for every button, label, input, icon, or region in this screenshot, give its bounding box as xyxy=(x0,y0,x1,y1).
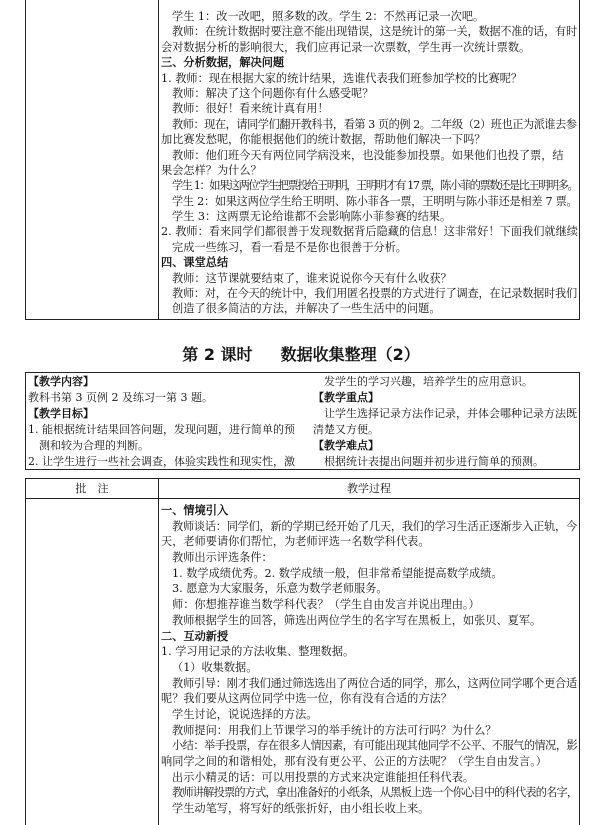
process-line: 1. 数学成绩优秀。2. 数学成绩一般，但非常希望能提高数学成绩。 xyxy=(172,566,503,580)
process-line: 会对数据分析的影响很大，我们应再记录一次票数，学生再一次统计票数。 xyxy=(161,40,531,54)
teaching-process-column xyxy=(161,9,578,317)
process-line: 教师：现在，请同学们翻开教科书，看第 3 页的例 2。二年级（2）班也正为派谁去参 xyxy=(172,117,577,131)
process-line: 教师提问：用我们上节课学习的举手统计的方法可行吗？为什么？ xyxy=(172,723,497,737)
process-line: （1）收集数据。 xyxy=(172,660,258,674)
continued-lesson-table xyxy=(25,0,580,320)
annotation-column xyxy=(26,0,159,319)
process-line: 教师：在统计数据时要注意不能出现错误，这是统计的第一关，数据不准的话，有时 xyxy=(172,25,577,39)
process-line: 天，老师要请你们帮忙，为老师评选一名数学科代表。 xyxy=(161,535,430,549)
process-line: 学生讨论，说说选择的方法。 xyxy=(172,707,318,721)
lesson-number: 第 2 课时 xyxy=(182,345,253,364)
process-line: 学生 1：如果这两位学生把票投给王明明，王明明才有 17 票，陈小菲的票数还是比王明明多。 xyxy=(172,179,578,193)
info-line: 根据统计表提出问题并初步进行简单的预测。 xyxy=(324,455,544,468)
info-line: 教科书第 3 页例 2 及练习一第 3 题。 xyxy=(28,391,213,404)
process-line: 1. 学习用记录的方法收集、整理数据。 xyxy=(161,645,355,659)
process-line: 出示小精灵的话：可以用投票的方式来决定谁能担任科代表。 xyxy=(172,770,475,784)
process-line: 教师根据学生的回答，筛选出两位学生的名字写在黑板上，如张贝、夏军。 xyxy=(172,613,542,627)
process-line: 师：你想推荐谁当数学科代表？（学生自由发言并说出理由。） xyxy=(172,598,480,612)
section-heading: 三、分析数据，解决问题 xyxy=(161,56,285,70)
table-header-row xyxy=(26,479,579,499)
info-heading-difficulties: 【教学难点】 xyxy=(313,439,379,452)
process-line: 创造了很多简洁的方法，并解决了一些生活中的问题。 xyxy=(172,302,441,316)
annotation-column xyxy=(26,479,159,825)
info-heading-content: 【教学内容】 xyxy=(28,375,94,388)
process-line: 学生 1：改一改吧，照多数的改。学生 2：不然再记录一次吧。 xyxy=(172,10,485,23)
process-line: 小结：举手投票，存在很多人情因素，有可能出现其他同学不公平、不服气的情况，影 xyxy=(172,739,578,753)
process-line: 加比赛发愁呢，你能根据他们的统计数据，帮助他们解决一下吗？ xyxy=(161,133,486,147)
info-line: 让学生选择记录方法作记录，并体会哪种记录方法既 xyxy=(324,407,577,420)
process-line: 教师出示评选条件： xyxy=(172,551,273,565)
process-line: 教师引导：刚才我们通过筛选选出了两位合适的同学，那么，这两位同学哪个更合适 xyxy=(172,676,577,690)
process-line: 学生动笔写，将写好的纸张折好，由小组长收上来。 xyxy=(172,802,430,816)
info-line: 发学生的学习兴趣，培养学生的应用意识。 xyxy=(324,375,533,388)
lesson-title xyxy=(0,344,602,366)
process-line: 1. 教师：现在根据大家的统计结果，选谁代表我们班参加学校的比赛呢？ xyxy=(161,71,523,85)
info-line: 清楚又方便。 xyxy=(313,423,379,436)
process-line: 学生 2：如果这两位学生给王明明、陈小菲各一票，王明明与陈小菲还是相差 7 票。 xyxy=(172,194,578,208)
info-heading-objectives: 【教学目标】 xyxy=(28,407,94,420)
lesson-info-box xyxy=(25,372,580,470)
process-line: 教师：他们班今天有两位同学病没来，也没能参加投票。如果他们也投了票，结 xyxy=(172,148,564,162)
process-line: 响同学之间的和谐相处，那有没有更公平、公正的方法呢？（学生自由发言。） xyxy=(161,755,547,768)
process-line: 呢？我们要从这两位同学中选一位，你有没有合适的方法？ xyxy=(161,692,452,706)
info-heading-key-points: 【教学重点】 xyxy=(313,391,379,404)
info-line: 2. 让学生进行一些社会调查，体验实践性和现实性，激 xyxy=(28,455,295,468)
process-line: 教师讲解投票的方式，拿出准备好的小纸条，从黑板上选一个你心目中的科代表的名字， xyxy=(172,786,578,800)
section-heading: 一、情境引入 xyxy=(161,504,229,517)
process-line: 教师：很好！看来统计真有用！ xyxy=(172,102,329,116)
table-header-process: 教学过程 xyxy=(347,482,391,495)
section-heading: 二、互动新授 xyxy=(161,629,229,643)
process-line: 2. 教师：看来同学们都很善于发现数据背后隐藏的信息！这非常好！下面我们就继续 xyxy=(161,225,578,239)
process-line: 教师：对，在今天的统计中，我们用匿名投票的方式进行了调查，在记录数据时我们 xyxy=(172,287,577,301)
process-line: 学生 3：这两票无论给谁都不会影响陈小菲参赛的结果。 xyxy=(172,210,452,224)
process-line: 完成一些练习，看一看是不是你也很善于分析。 xyxy=(172,240,407,254)
teaching-process-column xyxy=(161,503,578,817)
info-column-right xyxy=(313,374,578,470)
info-column-left xyxy=(28,374,308,470)
process-line: 教师：这节课就要结束了，谁来说说你今天有什么收获？ xyxy=(172,271,452,285)
process-line: 果会怎样？为什么？ xyxy=(161,163,262,177)
process-line: 教师：解决了这个问题你有什么感受呢？ xyxy=(172,86,374,100)
teaching-process-table xyxy=(25,478,580,825)
info-line: 1. 能根据统计结果回答问题，发现问题，进行简单的预 xyxy=(28,423,295,436)
process-line: 教师谈话：同学们，新的学期已经开始了几天，我们的学习生活正逐渐步入正轨，今 xyxy=(172,519,577,533)
process-line: 3. 愿意为大家服务，乐意为数学老师服务。 xyxy=(172,582,388,596)
section-heading: 四、课堂总结 xyxy=(161,256,229,270)
table-header-annotation: 批 注 xyxy=(75,482,109,495)
lesson-topic: 数据收集整理（2） xyxy=(280,345,420,364)
info-line: 测和较为合理的判断。 xyxy=(39,439,149,452)
